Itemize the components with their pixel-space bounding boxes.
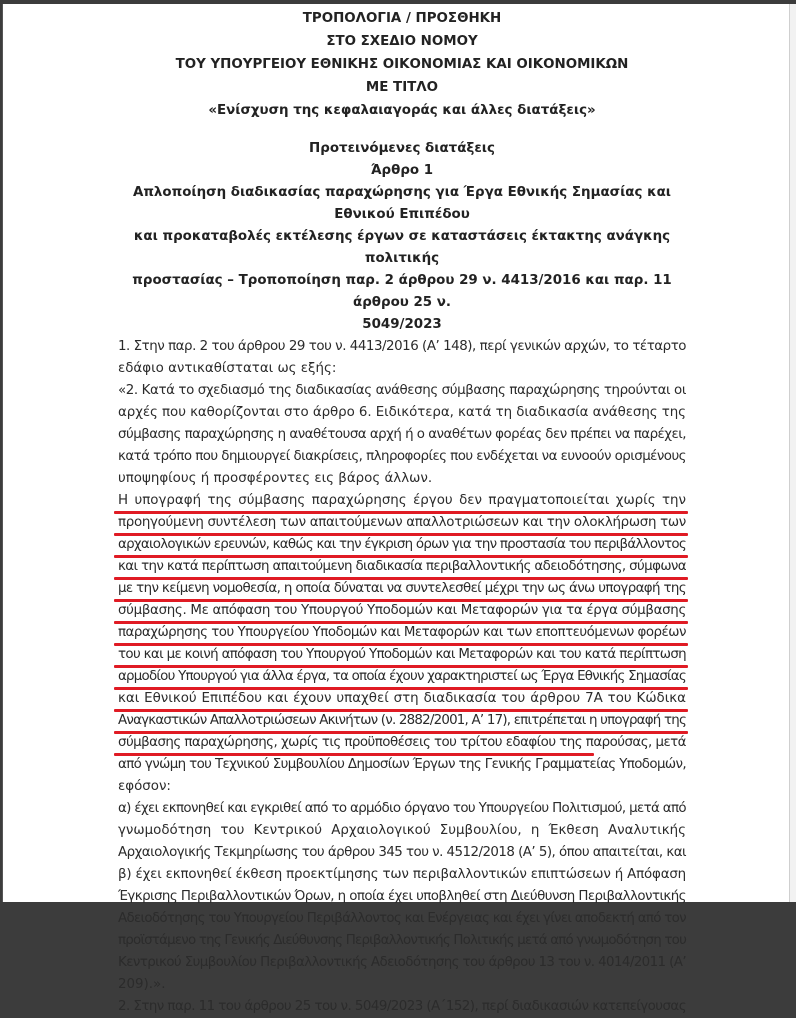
header-line: ΣΤΟ ΣΧΕΔΙΟ ΝΟΜΟΥ bbox=[326, 34, 478, 49]
paragraph-2 bbox=[118, 996, 686, 1018]
article-title-line: 5049/2023 bbox=[362, 317, 442, 332]
item-a bbox=[118, 798, 686, 864]
highlighted-line: παραχώρησης του Υπουργείου Υποδομών και Μεταφορών και των εποπτευόμενων φορέων bbox=[118, 622, 686, 644]
text-line: σύμβασης παραχώρησης η αναθέτουσα αρχή ή ο αναθέτων φορέας δεν πρέπει να παρέχει, bbox=[118, 427, 686, 442]
highlighted-line: με την κείμενη νομοθεσία, η οποία δύναται να συντελεσθεί μέχρι την ως άνω υπογραφή της bbox=[118, 578, 686, 600]
text-line: Αρχαιολογικής Τεκμηρίωσης του άρθρου 345 του ν. 4512/2018 (Α’ 5), όπου απαιτείται, και bbox=[118, 845, 686, 860]
text-line: από γνώμη του Τεχνικού Συμβουλίου Δημοσίων Έργων της Γενικής Γραμματείας Υποδομών, bbox=[118, 757, 687, 772]
text-line: 209).». bbox=[118, 977, 166, 992]
highlighted-line: του και με κοινή απόφαση του Υπουργού Υποδομών και Μεταφορών και του κατά περίπτωση bbox=[118, 644, 686, 666]
text-line: υποψηφίους ή προσφέροντες εις βάρος άλλων. bbox=[118, 471, 433, 486]
article-number: Άρθρο 1 bbox=[370, 163, 434, 178]
text-line: κατά τρόπο που δημιουργεί διακρίσεις, πληροφορίες που ενδέχεται να ευνοούν ορισμένους bbox=[118, 449, 686, 464]
text-line: 1. Στην παρ. 2 του άρθρου 29 του ν. 4413/2016 (Α’ 148), περί γενικών αρχών, το τέταρτο bbox=[118, 339, 687, 354]
text-line: Αδειοδότησης του Υπουργείου Περιβάλλοντος και Ενέργειας και έχει γίνει αποδεκτή από τον bbox=[118, 911, 686, 926]
bill-title: «Ενίσχυση της κεφαλαιαγοράς και άλλες διατάξεις» bbox=[208, 103, 596, 118]
highlighted-line: σύμβασης. Με απόφαση του Υπουργού Υποδομών και Μεταφορών για τα έργα σύμβασης bbox=[118, 600, 686, 622]
item-b bbox=[118, 864, 686, 996]
section-label: Προτεινόμενες διατάξεις bbox=[309, 141, 495, 156]
text-line: 2. Στην παρ. 11 του άρθρου 25 του ν. 5049/2023 (Α΄152), περί διαδικασιών κατεπείγουσας bbox=[118, 999, 687, 1014]
text-line: α) έχει εκπονηθεί και εγκριθεί από το αρμόδιο όργανο του Υπουργείου Πολιτισμού, μετά από bbox=[118, 801, 686, 816]
text-line: γνωμοδότηση του Κεντρικού Αρχαιολογικού Συμβουλίου, η Έκθεση Αναλυτικής bbox=[118, 823, 686, 838]
quoted-paragraph bbox=[118, 380, 686, 490]
text-line: Έγκρισης Περιβαλλοντικών Όρων, η οποία έχει υποβληθεί στη Διεύθυνση Περιβαλλοντικής bbox=[118, 889, 686, 904]
text-line: προϊστάμενο της Γενικής Διεύθυνσης Περιβαλλοντικής Πολιτικής μετά από γνωμοδότηση του bbox=[118, 933, 687, 948]
article-title-line: Απλοποίηση διαδικασίας παραχώρησης για Έργα Εθνικής Σημασίας και Εθνικού Επιπέδου bbox=[132, 185, 672, 222]
highlighted-line: αρχαιολογικών ερευνών, καθώς και την έγκριση όρων για την προστασία του περιβάλλοντος bbox=[118, 534, 686, 556]
paragraph-1-intro bbox=[118, 336, 686, 380]
article-title-line: προστασίας – Τροποποίηση παρ. 2 άρθρου 29 ν. 4413/2016 και παρ. 11 άρθρου 25 ν. bbox=[132, 273, 672, 310]
highlighted-line: Αναγκαστικών Απαλλοτριώσεων Ακινήτων (ν. 2882/2001, Α’ 17), επιτρέπεται η υπογραφή της bbox=[118, 710, 686, 732]
highlighted-passage bbox=[118, 490, 686, 798]
highlighted-line: αρμοδίου Υπουργού για άλλα έργα, τα οποία έχουν χαρακτηριστεί ως Έργα Εθνικής Σημασίας bbox=[118, 666, 686, 688]
page-content bbox=[118, 4, 686, 1018]
text-line: β) έχει εκπονηθεί έκθεση προεκτίμησης των περιβαλλοντικών επιπτώσεων ή Απόφαση bbox=[118, 867, 687, 882]
highlighted-line: προηγούμενη συντέλεση των απαιτούμενων απαλλοτριώσεων και την ολοκλήρωση των bbox=[118, 512, 686, 534]
text-line: «2. Κατά το σχεδιασμό της διαδικασίας ανάθεσης σύμβασης παραχώρησης τηρούνται οι bbox=[118, 383, 686, 398]
highlighted-line: Η υπογραφή της σύμβασης παραχώρησης έργου δεν πραγματοποιείται χωρίς την bbox=[118, 490, 686, 512]
highlighted-line: σύμβασης παραχώρησης, χωρίς τις προϋποθέσεις του τρίτου εδαφίου της παρούσας, μετά bbox=[118, 732, 686, 754]
text-line: εδάφιο αντικαθίσταται ως εξής: bbox=[118, 361, 337, 376]
header-line: ΤΡΟΠΟΛΟΓΙΑ / ΠΡΟΣΘΗΚΗ bbox=[302, 11, 502, 26]
text-line: εφόσον: bbox=[118, 779, 171, 794]
article-title-line: και προκαταβολές εκτέλεσης έργων σε καταστάσεις έκτακτης ανάγκης πολιτικής bbox=[133, 229, 671, 266]
text-line: Κεντρικού Συμβουλίου Περιβαλλοντικής Αδειοδότησης του άρθρου 13 του ν. 4014/2011 (Α’ bbox=[118, 955, 686, 970]
document-page bbox=[2, 4, 791, 1014]
highlighted-line: και Εθνικού Επιπέδου και έχουν υπαχθεί στη διαδικασία του άρθρου 7Α του Κώδικα bbox=[118, 688, 686, 710]
highlighted-line: και την κατά περίπτωση απαιτούμενη διαδικασία περιβαλλοντικής αδειοδότησης, σύμφωνα bbox=[118, 556, 686, 578]
text-line: αρχές που καθορίζονται στο άρθρο 6. Ειδικότερα, κατά τη διαδικασία ανάθεσης της bbox=[118, 405, 686, 420]
header-line: ΜΕ ΤΙΤΛΟ bbox=[365, 80, 439, 95]
vertical-scrollbar[interactable] bbox=[789, 4, 796, 902]
header-line: ΤΟΥ ΥΠΟΥΡΓΕΙΟΥ ΕΘΝΙΚΗΣ ΟΙΚΟΝΟΜΙΑΣ ΚΑΙ ΟΙΚΟΝΟΜΙΚΩΝ bbox=[175, 57, 629, 72]
